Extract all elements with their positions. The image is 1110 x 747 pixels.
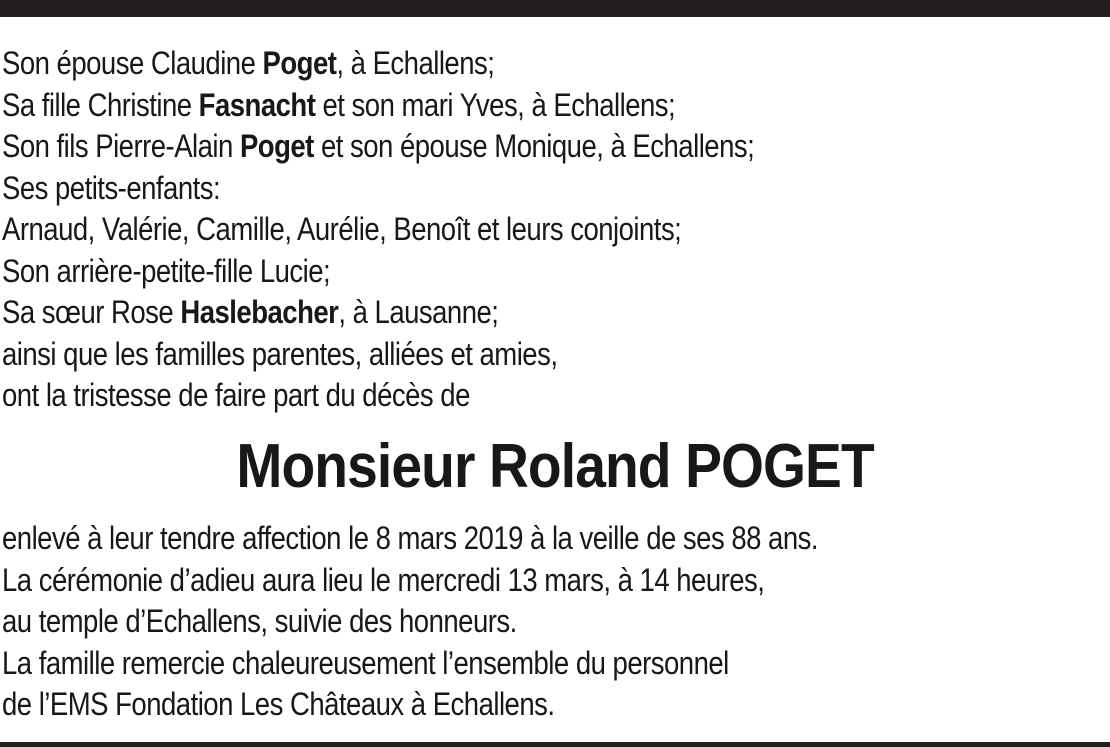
family-line: ainsi que les familles parentes, alliées et amies,	[2, 335, 558, 372]
bottom-rule	[0, 742, 1110, 747]
details-line: enlevé à leur tendre affection le 8 mars 2019 à la veille de ses 88 ans.	[2, 520, 819, 556]
family-surname: Poget	[239, 128, 314, 164]
family-surname: Haslebacher	[180, 294, 339, 330]
top-rule	[0, 0, 1110, 17]
deceased-name: Monsieur Roland POGET	[236, 432, 874, 501]
details-line: La cérémonie d’adieu aura lieu le mercredi 13 mars, à 14 heures,	[2, 561, 765, 598]
family-line: Son épouse Claudine Poget, à Echallens;	[2, 45, 495, 81]
funeral-details	[2, 518, 1102, 726]
family-line: Son arrière-petite-fille Lucie;	[2, 252, 331, 289]
family-surname: Poget	[262, 45, 337, 81]
family-announcement	[2, 43, 1102, 417]
family-line: ont la tristesse de faire part du décès de	[2, 377, 470, 413]
family-line: Sa fille Christine Fasnacht et son mari Yves, à Echallens;	[2, 86, 676, 123]
family-surname: Fasnacht	[198, 86, 316, 123]
family-line: Arnaud, Valérie, Camille, Aurélie, Benoît et leurs conjoints;	[2, 211, 682, 247]
family-line: Son fils Pierre-Alain Poget et son épouse Monique, à Echallens;	[2, 128, 755, 164]
details-line: au temple d’Echallens, suivie des honneurs.	[2, 603, 517, 639]
details-line: La famille remercie chaleureusement l’ensemble du personnel	[2, 644, 729, 681]
family-line: Ses petits-enfants:	[2, 169, 221, 206]
family-line: Sa sœur Rose Haslebacher, à Lausanne;	[2, 294, 499, 330]
details-line: de l’EMS Fondation Les Châteaux à Echallens.	[2, 686, 555, 722]
